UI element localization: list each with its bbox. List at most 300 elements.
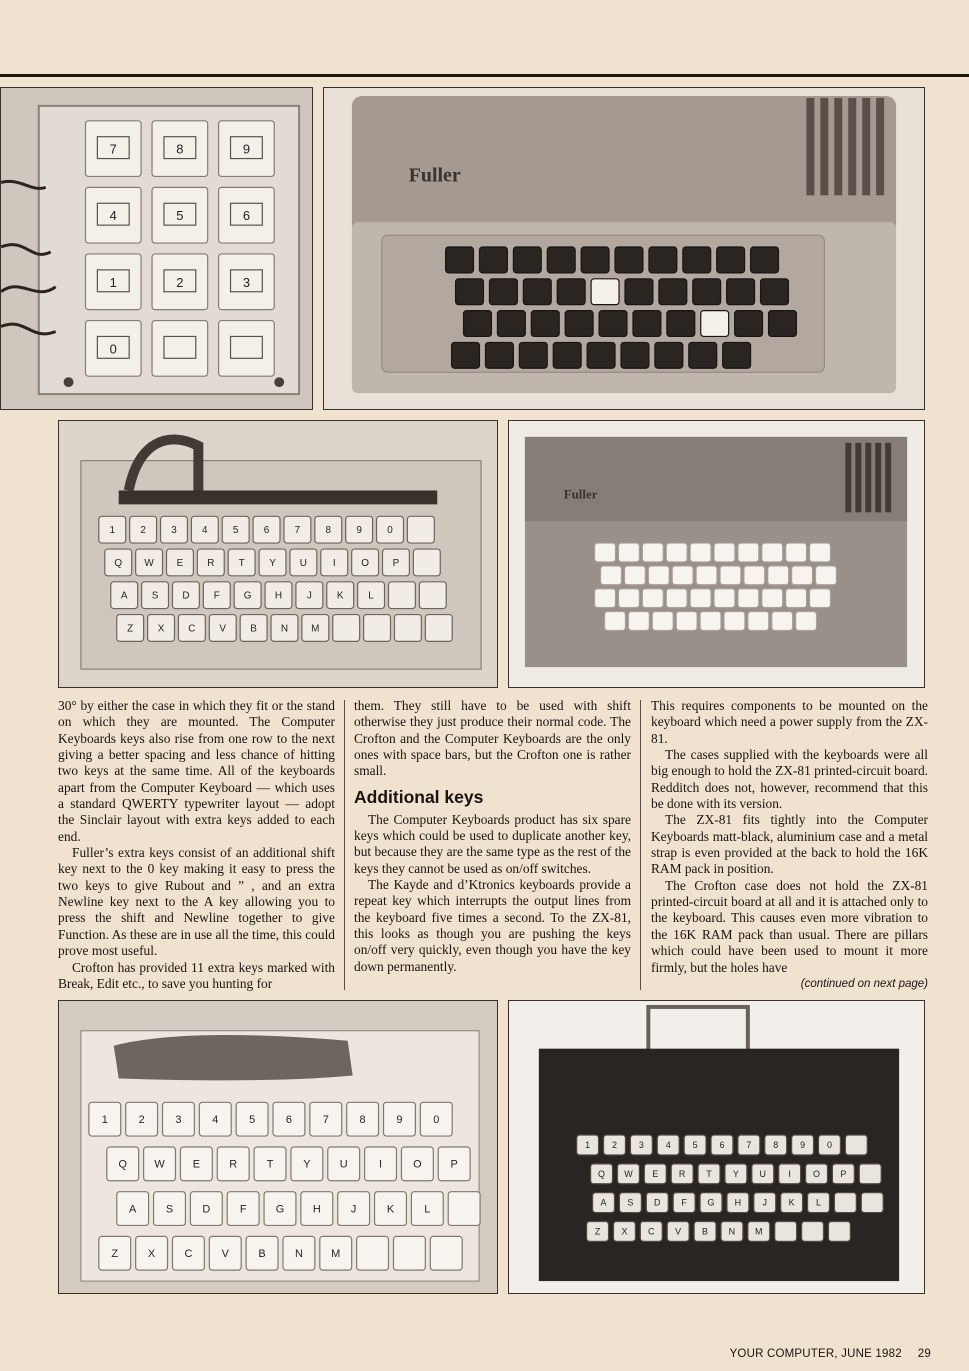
key — [531, 311, 559, 337]
key — [786, 543, 807, 562]
svg-text:4: 4 — [665, 1140, 671, 1151]
key — [605, 612, 626, 631]
svg-text:A: A — [600, 1197, 607, 1208]
svg-text:I: I — [379, 1158, 383, 1171]
svg-text:2: 2 — [611, 1140, 617, 1151]
key — [633, 311, 661, 337]
key — [271, 615, 298, 642]
key — [779, 1164, 801, 1184]
photo-white-keyboard — [58, 1000, 498, 1294]
key — [430, 1236, 462, 1270]
key — [649, 247, 677, 273]
key — [315, 516, 342, 543]
column-divider-2 — [640, 700, 641, 990]
key — [479, 247, 507, 273]
key — [666, 589, 687, 608]
key — [683, 247, 711, 273]
svg-text:2: 2 — [138, 1114, 145, 1127]
key — [834, 1193, 856, 1213]
key — [727, 1193, 749, 1213]
key — [581, 247, 609, 273]
svg-text:R: R — [207, 557, 215, 569]
page-footer — [730, 1348, 931, 1360]
key — [384, 1102, 416, 1136]
col3-para-2: The ZX-81 fits tightly into the Computer Keyboards matt-black, aluminium case and a metal strap is even provided at the back to hold the 16K RAM pack in position. — [651, 812, 928, 877]
key — [628, 612, 649, 631]
key — [99, 516, 126, 543]
key — [364, 615, 391, 642]
key — [419, 582, 446, 609]
key — [178, 615, 205, 642]
key — [489, 279, 517, 305]
key — [832, 1164, 854, 1184]
key — [425, 615, 452, 642]
key — [772, 612, 793, 631]
key — [117, 615, 144, 642]
key — [762, 543, 783, 562]
key — [673, 1193, 695, 1213]
key — [667, 311, 695, 337]
key — [625, 279, 653, 305]
svg-text:7: 7 — [746, 1140, 752, 1151]
svg-text:8: 8 — [773, 1140, 779, 1151]
key — [724, 612, 745, 631]
key — [302, 615, 329, 642]
svg-text:L: L — [368, 590, 374, 602]
key — [621, 342, 649, 368]
svg-text:X: X — [621, 1226, 628, 1237]
svg-text:Q: Q — [598, 1168, 606, 1179]
key — [672, 566, 693, 585]
photo-labelled-keyboard — [58, 420, 498, 688]
key — [781, 1193, 803, 1213]
continued-note: (continued on next page) — [800, 977, 928, 990]
svg-text:4: 4 — [212, 1114, 219, 1127]
svg-text:R: R — [229, 1158, 238, 1171]
svg-text:1: 1 — [109, 525, 116, 537]
key — [377, 516, 404, 543]
key-label: 5 — [176, 208, 184, 224]
key — [604, 1135, 626, 1155]
key — [684, 1135, 706, 1155]
key — [296, 582, 323, 609]
svg-text:6: 6 — [719, 1140, 725, 1151]
key — [717, 247, 745, 273]
col1-para-2: Fuller’s extra keys consist of an additional shift key next to the 0 key making it easy to press the two keys to give Rubout and ” , and an extra Newline key next to the A key allowing you to press the shift and Newline together to give Function. As these are in use all the time, this could prove most useful. — [58, 845, 335, 959]
key-label: 2 — [176, 274, 184, 290]
key — [792, 1135, 814, 1155]
key — [388, 582, 415, 609]
key — [587, 1221, 609, 1241]
key — [320, 1236, 352, 1270]
key — [796, 612, 817, 631]
key — [136, 1236, 168, 1270]
photo-numeric-keypad — [0, 87, 313, 410]
key — [347, 1102, 379, 1136]
svg-text:M: M — [311, 623, 320, 635]
svg-text:2: 2 — [140, 525, 146, 537]
key — [265, 582, 292, 609]
photo-black-case-keyboard — [508, 1000, 925, 1294]
key — [775, 1221, 797, 1241]
key — [700, 612, 721, 631]
key — [497, 311, 525, 337]
key — [222, 516, 249, 543]
key — [117, 1192, 149, 1226]
key — [644, 1164, 666, 1184]
key-label: 8 — [176, 141, 184, 157]
key — [624, 566, 645, 585]
key — [768, 566, 789, 585]
svg-text:U: U — [299, 557, 307, 569]
column-1 — [58, 698, 335, 992]
svg-text:Q: Q — [114, 557, 123, 569]
key — [595, 589, 616, 608]
key-label: 1 — [109, 274, 117, 290]
key — [721, 1221, 743, 1241]
col2-intro: them. They still have to be used with shift otherwise they just produce their normal code. The Crofton and the Computer Keyboards are the only ones with space bars, but the Crofton one is rather small. — [354, 698, 631, 779]
svg-text:Q: Q — [118, 1158, 127, 1171]
key — [519, 342, 547, 368]
key — [191, 516, 218, 543]
key — [845, 1135, 867, 1155]
key — [738, 589, 759, 608]
svg-text:E: E — [176, 557, 184, 569]
svg-text:T: T — [238, 557, 245, 569]
key — [599, 311, 627, 337]
svg-text:N: N — [728, 1226, 736, 1237]
key — [375, 1192, 407, 1226]
key — [618, 589, 639, 608]
svg-text:T: T — [706, 1168, 712, 1179]
svg-text:S: S — [627, 1197, 634, 1208]
svg-text:7: 7 — [294, 525, 301, 537]
key — [172, 1236, 204, 1270]
key — [696, 566, 717, 585]
key — [711, 1135, 733, 1155]
key — [828, 1221, 850, 1241]
key — [671, 1164, 693, 1184]
svg-text:L: L — [816, 1197, 822, 1208]
svg-text:0: 0 — [826, 1140, 832, 1151]
key — [577, 1135, 599, 1155]
key — [199, 1102, 231, 1136]
key — [744, 566, 765, 585]
svg-text:O: O — [413, 1158, 422, 1171]
key — [420, 1102, 452, 1136]
key — [209, 615, 236, 642]
key — [735, 311, 763, 337]
key — [816, 566, 837, 585]
key — [99, 1236, 131, 1270]
key — [393, 1236, 425, 1270]
svg-text:B: B — [702, 1226, 709, 1237]
svg-text:W: W — [154, 1158, 165, 1171]
photo-fuller-small — [508, 420, 925, 688]
key — [667, 1221, 689, 1241]
footer-magazine: YOUR COMPUTER, JUNE 1982 — [729, 1348, 902, 1360]
svg-text:J: J — [306, 590, 312, 602]
key — [321, 549, 348, 576]
key — [136, 549, 163, 576]
key — [333, 615, 360, 642]
key — [547, 247, 575, 273]
key-label: 6 — [242, 208, 251, 224]
key — [751, 247, 779, 273]
key — [752, 1164, 774, 1184]
svg-text:5: 5 — [249, 1114, 256, 1127]
svg-text:B: B — [250, 623, 257, 635]
svg-text:X: X — [157, 623, 165, 635]
svg-text:Y: Y — [269, 557, 276, 569]
key — [700, 1193, 722, 1213]
col1-para-3: Crofton has provided 11 extra keys marked with Break, Edit etc., to save you hunting for — [58, 959, 335, 991]
key-label: 9 — [242, 141, 251, 157]
key — [591, 279, 619, 305]
svg-text:V: V — [219, 623, 227, 635]
key — [591, 1164, 613, 1184]
key — [291, 1147, 323, 1181]
svg-text:W: W — [144, 557, 154, 569]
key — [190, 1192, 222, 1226]
col2-para-1: The Computer Keyboards product has six spare keys which could be used to duplicate another key, but because they are the same type as the rest of the keys they cannot be used as on/off switches. — [354, 811, 631, 876]
svg-text:9: 9 — [800, 1140, 806, 1151]
col2-para-2: The Kayde and d’Ktronics keyboards provide a repeat key which interrupts the output lines from the keyboard five times a second. To the ZX-81, this looks as though you are pushing the keys on/off very quickly, even though you have the key down permanently. — [354, 877, 631, 974]
key — [595, 543, 616, 562]
svg-text:H: H — [734, 1197, 742, 1208]
column-divider-1 — [344, 700, 345, 990]
column-2 — [354, 698, 631, 975]
key — [240, 615, 267, 642]
key — [161, 516, 188, 543]
svg-text:U: U — [759, 1168, 767, 1179]
key — [765, 1135, 787, 1155]
key — [346, 516, 373, 543]
svg-text:1: 1 — [101, 1114, 108, 1127]
key — [642, 543, 663, 562]
svg-text:V: V — [221, 1248, 229, 1261]
key — [152, 321, 208, 377]
svg-text:A: A — [129, 1203, 137, 1216]
svg-text:Z: Z — [111, 1248, 119, 1261]
svg-text:J: J — [350, 1203, 357, 1216]
svg-text:8: 8 — [359, 1114, 366, 1127]
svg-text:D: D — [182, 590, 190, 602]
svg-text:3: 3 — [638, 1140, 644, 1151]
svg-text:D: D — [654, 1197, 661, 1208]
svg-text:U: U — [339, 1158, 348, 1171]
svg-text:8: 8 — [325, 525, 332, 537]
key — [126, 1102, 158, 1136]
key — [448, 1192, 480, 1226]
top-rule — [0, 74, 969, 77]
svg-text:9: 9 — [356, 525, 362, 537]
svg-text:B: B — [258, 1248, 266, 1261]
photo-fuller-case — [323, 87, 925, 410]
svg-text:G: G — [275, 1203, 285, 1216]
svg-text:E: E — [192, 1158, 201, 1171]
key — [105, 549, 132, 576]
svg-text:P: P — [392, 557, 400, 569]
key — [154, 1192, 186, 1226]
svg-text:A: A — [120, 590, 128, 602]
col1-para-1: 30° by either the case in which they fit or the stand on which they are mounted. The Computer Keyboards keys also rise from one row to the next giving a better spacing and less chance of hitting two keys at the same time. All of the keyboards apart from the Computer Keyboard — which uses a standard QWERTY typewriter layout — adopt the Sinclair layout with extra keys added to each end. — [58, 698, 335, 844]
key — [357, 1236, 389, 1270]
svg-text:0: 0 — [433, 1114, 440, 1127]
key — [197, 549, 224, 576]
key — [762, 589, 783, 608]
key — [802, 1221, 824, 1241]
svg-text:G: G — [707, 1197, 715, 1208]
key — [172, 582, 199, 609]
svg-text:7: 7 — [322, 1114, 329, 1127]
key — [523, 279, 551, 305]
svg-text:K: K — [386, 1203, 395, 1216]
key — [738, 1135, 760, 1155]
key — [144, 1147, 176, 1181]
key — [456, 279, 484, 305]
key — [640, 1221, 662, 1241]
key — [438, 1147, 470, 1181]
key — [655, 342, 683, 368]
key — [615, 247, 643, 273]
svg-text:4: 4 — [202, 525, 208, 537]
key — [365, 1147, 397, 1181]
key-label: 7 — [109, 141, 117, 157]
key — [698, 1164, 720, 1184]
svg-text:G: G — [243, 590, 252, 602]
key — [180, 1147, 212, 1181]
key — [601, 566, 622, 585]
key — [618, 543, 639, 562]
svg-text:K: K — [336, 590, 344, 602]
svg-text:P: P — [450, 1158, 458, 1171]
svg-text:S: S — [165, 1203, 174, 1216]
key — [446, 247, 474, 273]
key — [769, 311, 797, 337]
key — [148, 615, 175, 642]
key — [666, 543, 687, 562]
svg-text:M: M — [755, 1226, 763, 1237]
key — [617, 1164, 639, 1184]
svg-text:X: X — [147, 1248, 156, 1261]
column-3 — [651, 698, 928, 992]
svg-text:R: R — [678, 1168, 686, 1179]
svg-text:M: M — [331, 1248, 341, 1261]
key — [273, 1102, 305, 1136]
key — [394, 615, 421, 642]
key — [859, 1164, 881, 1184]
svg-text:P: P — [840, 1168, 847, 1179]
key — [657, 1135, 679, 1155]
key — [107, 1147, 139, 1181]
svg-text:6: 6 — [263, 525, 270, 537]
key — [407, 516, 434, 543]
page-number: 29 — [917, 1348, 931, 1360]
key — [219, 321, 275, 377]
key — [401, 1147, 433, 1181]
key — [327, 582, 354, 609]
svg-text:1: 1 — [585, 1140, 591, 1151]
key — [254, 1147, 286, 1181]
key — [328, 1147, 360, 1181]
key — [452, 342, 480, 368]
key — [310, 1102, 342, 1136]
key — [565, 311, 593, 337]
key — [358, 582, 385, 609]
key — [217, 1147, 249, 1181]
key — [714, 589, 735, 608]
key — [593, 1193, 615, 1213]
key — [648, 566, 669, 585]
key — [413, 549, 440, 576]
key — [754, 1193, 776, 1213]
key — [690, 543, 711, 562]
key — [761, 279, 789, 305]
svg-text:F: F — [213, 590, 220, 602]
svg-text:5: 5 — [692, 1140, 698, 1151]
key — [209, 1236, 241, 1270]
key — [383, 549, 410, 576]
key — [690, 589, 711, 608]
key — [587, 342, 615, 368]
svg-text:S: S — [151, 590, 159, 602]
svg-text:L: L — [424, 1203, 431, 1216]
key — [808, 1193, 830, 1213]
key — [284, 516, 311, 543]
svg-text:K: K — [788, 1197, 795, 1208]
fuller-logo-large: Fuller — [408, 164, 461, 187]
svg-text:W: W — [624, 1168, 633, 1179]
key — [283, 1236, 315, 1270]
key — [338, 1192, 370, 1226]
key — [738, 543, 759, 562]
key — [693, 279, 721, 305]
key — [714, 543, 735, 562]
svg-text:Y: Y — [732, 1168, 739, 1179]
key — [861, 1193, 883, 1213]
key — [111, 582, 138, 609]
svg-text:N: N — [280, 623, 289, 635]
svg-text:T: T — [266, 1158, 274, 1171]
svg-text:E: E — [652, 1168, 659, 1179]
key — [228, 549, 255, 576]
key — [411, 1192, 443, 1226]
key — [646, 1193, 668, 1213]
key — [792, 566, 813, 585]
svg-text:H: H — [274, 590, 283, 602]
key — [163, 1102, 195, 1136]
key — [485, 342, 513, 368]
svg-text:F: F — [681, 1197, 687, 1208]
svg-text:Y: Y — [303, 1158, 311, 1171]
svg-text:J: J — [762, 1197, 768, 1208]
key — [786, 589, 807, 608]
key — [352, 549, 379, 576]
key — [676, 612, 697, 631]
svg-text:5: 5 — [232, 525, 239, 537]
col3-para-3: The Crofton case does not hold the ZX-81 printed-circuit board at all and it is attached only to the keyboard. This causes even more vibration to the 16K RAM pack than usual. There are pillars which could have been used to mount it more firmly, but the holes have — [651, 877, 928, 975]
svg-text:3: 3 — [171, 525, 177, 537]
key — [659, 279, 687, 305]
key — [234, 582, 261, 609]
key — [227, 1192, 259, 1226]
svg-text:I: I — [332, 557, 336, 569]
svg-text:D: D — [202, 1203, 211, 1216]
svg-text:6: 6 — [285, 1114, 292, 1127]
key — [748, 1221, 770, 1241]
key — [259, 549, 286, 576]
